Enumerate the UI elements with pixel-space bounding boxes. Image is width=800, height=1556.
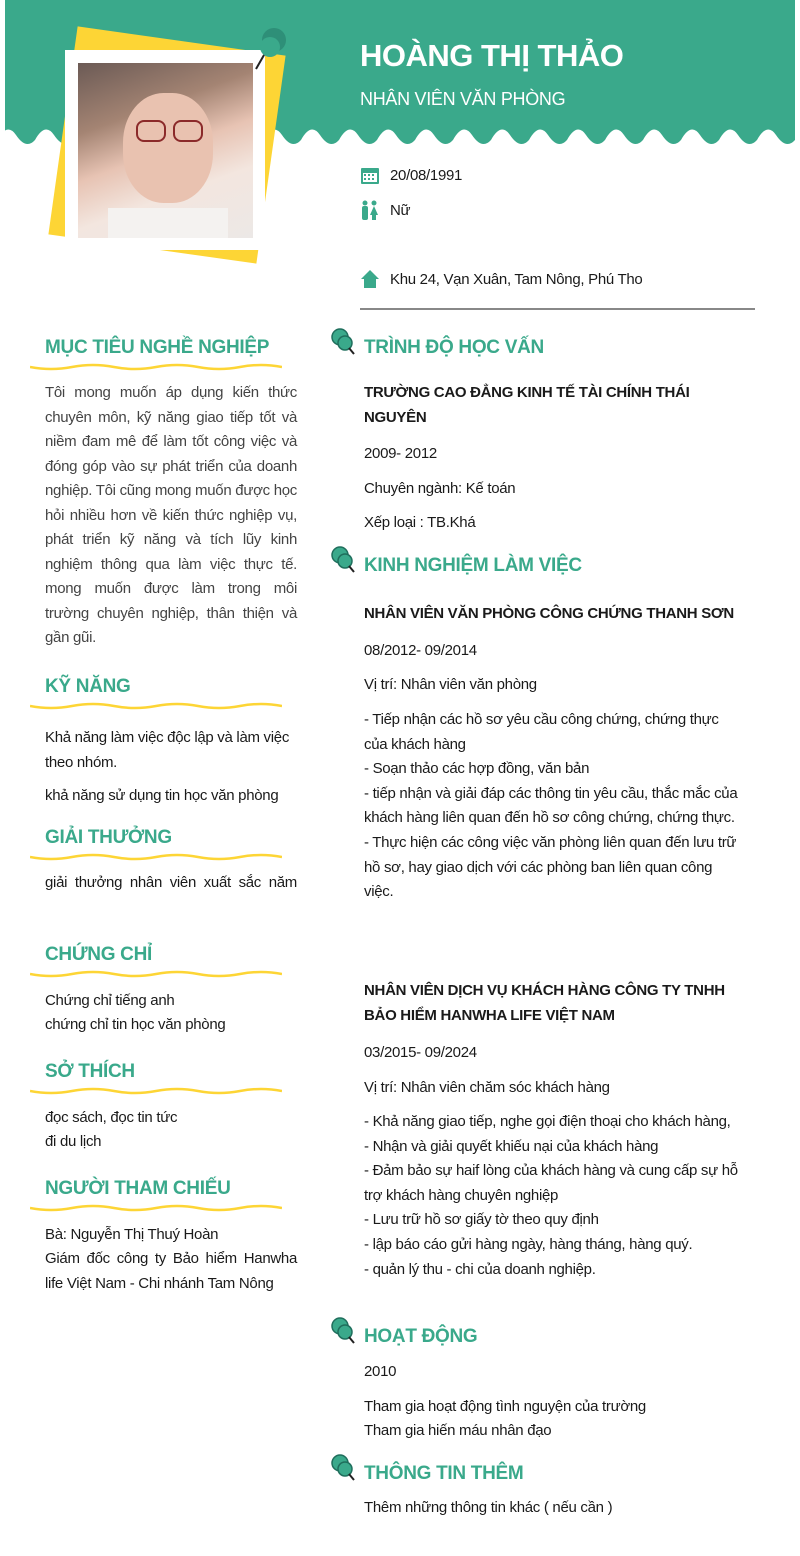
job-details (364, 1110, 739, 1282)
job-period: 08/2012- 09/2014 (364, 642, 477, 659)
extra-text: Thêm những thông tin khác ( nếu cần ) (364, 1499, 613, 1516)
candidate-title: NHÂN VIÊN VĂN PHÒNG (360, 89, 566, 109)
section-title-experience: KINH NGHIỆM LÀM VIỆC (364, 555, 582, 576)
section-title-education: TRÌNH ĐỘ HỌC VẤN (364, 337, 544, 358)
job-detail-line: - Soạn thảo các hợp đồng, văn bản (364, 760, 590, 778)
home-icon (360, 269, 380, 289)
wavy-underline (30, 1086, 282, 1096)
section-title-activities: HOẠT ĐỘNG (364, 1326, 478, 1347)
birthdate: 20/08/1991 (390, 166, 463, 184)
pin-icon (250, 25, 290, 73)
education-grade: Xếp loại : TB.Khá (364, 514, 476, 531)
pin-icon (330, 545, 356, 573)
reference-name: Bà: Nguyễn Thị Thuý Hoàn (45, 1226, 219, 1243)
section-title-objective: MỤC TIÊU NGHỀ NGHIỆP (45, 337, 270, 358)
job-detail-line: - lập báo cáo gửi hàng ngày, hàng tháng, hàng quý. (364, 1235, 693, 1253)
job-period: 03/2015- 09/2024 (364, 1044, 477, 1061)
section-title-extra: THÔNG TIN THÊM (364, 1463, 524, 1484)
job-detail-line: - quản lý thu - chi của doanh nghiệp. (364, 1260, 596, 1278)
pin-icon (330, 1453, 356, 1481)
activity-item: Tham gia hoạt động tình nguyện của trường (364, 1398, 646, 1415)
gender-icon (360, 200, 380, 220)
gender-row (360, 200, 410, 220)
job-company: NHÂN VIÊN VĂN PHÒNG CÔNG CHỨNG THANH SƠN (364, 605, 734, 622)
job-detail-line: - tiếp nhận và giải đáp các thông tin yêu cầu, thắc mắc của khách hàng liên quan đến hồ sơ công chứng, chứng thực. (364, 784, 738, 827)
section-title-certificates: CHỨNG CHỈ (45, 944, 153, 965)
award-item: giải thưởng nhân viên xuất sắc năm (45, 874, 297, 891)
pin-icon (330, 1316, 356, 1344)
job-detail-line: - Tiếp nhận các hồ sơ yêu cầu công chứng, chứng thực của khách hàng (364, 711, 719, 753)
skill-item: Khả năng làm việc độc lập và làm việc theo nhóm. (45, 729, 290, 771)
address: Khu 24, Vạn Xuân, Tam Nông, Phú Tho (390, 270, 643, 288)
profile-photo (78, 63, 253, 238)
section-title-skills: KỸ NĂNG (45, 676, 131, 697)
job-position: Vị trí: Nhân viên chăm sóc khách hàng (364, 1079, 610, 1096)
wavy-underline (30, 852, 282, 862)
gender: Nữ (390, 201, 411, 219)
calendar-icon (360, 165, 380, 185)
school-name: TRƯỜNG CAO ĐẲNG KINH TẾ TÀI CHÍNH THÁI NGUYÊN (364, 384, 690, 426)
address-row (360, 269, 642, 289)
reference-position: Giám đốc công ty Bảo hiểm Hanwha life Việt Nam - Chi nhánh Tam Nông (45, 1250, 297, 1292)
certificate-item: chứng chỉ tin học văn phòng (45, 1016, 226, 1033)
education-period: 2009- 2012 (364, 445, 437, 462)
skill-item: khả năng sử dụng tin học văn phòng (45, 787, 279, 804)
wavy-underline (30, 362, 282, 372)
wavy-underline (30, 969, 282, 979)
objective-text: Tôi mong muốn áp dụng kiến thức chuyên môn, kỹ năng giao tiếp tốt và niềm đam mê để làm tốt công việc và đóng góp vào sự phát triển của doanh nghiệp. Tôi cũng mong muốn được học hỏi nhiều hơn về kiến thức nghiệp vụ, phát triển kỹ năng và tích lũy kinh nghiệm thông qua làm việc thực tế. mong muốn được làm trong môi trường chuyên nghiệp, thân thiện và gần gũi. (45, 384, 297, 646)
job-company: NHÂN VIÊN DỊCH VỤ KHÁCH HÀNG CÔNG TY TNHH BẢO HIỂM HANWHA LIFE VIỆT NAM (364, 982, 725, 1024)
job-position: Vị trí: Nhân viên văn phòng (364, 676, 537, 693)
activity-item: Tham gia hiến máu nhân đạo (364, 1422, 552, 1439)
job-detail-line: - Lưu trữ hồ sơ giấy tờ theo quy định (364, 1211, 599, 1229)
section-title-awards: GIẢI THƯỞNG (45, 827, 172, 848)
candidate-name: HOÀNG THỊ THẢO (360, 38, 624, 73)
education-major: Chuyên ngành: Kế toán (364, 480, 516, 497)
job-detail-line: - Nhận và giải quyết khiếu nại của khách hàng (364, 1137, 659, 1155)
job-detail-line: - Khả năng giao tiếp, nghe gọi điện thoại cho khách hàng, (364, 1113, 731, 1130)
divider (360, 308, 755, 310)
activity-year: 2010 (364, 1363, 397, 1380)
pin-icon (330, 327, 356, 355)
job-detail-line: - Đảm bảo sự haif lòng của khách hàng và cung cấp sự hỗ trợ khách hàng chuyên nghiệp (364, 1162, 738, 1204)
hobby-item: đi du lịch (45, 1133, 102, 1150)
birthdate-row (360, 165, 462, 185)
hobby-item: đọc sách, đọc tin tức (45, 1109, 178, 1126)
section-title-references: NGƯỜI THAM CHIẾU (45, 1178, 231, 1199)
job-detail-line: - Thực hiện các công việc văn phòng liên quan đến lưu trữ hồ sơ, hay giao dịch với các phòng ban liên quan công việc. (364, 833, 737, 901)
certificate-item: Chứng chỉ tiếng anh (45, 992, 175, 1009)
wavy-underline (30, 701, 282, 711)
job-details (364, 708, 739, 905)
wavy-underline (30, 1203, 282, 1213)
section-title-hobbies: SỞ THÍCH (45, 1061, 135, 1082)
